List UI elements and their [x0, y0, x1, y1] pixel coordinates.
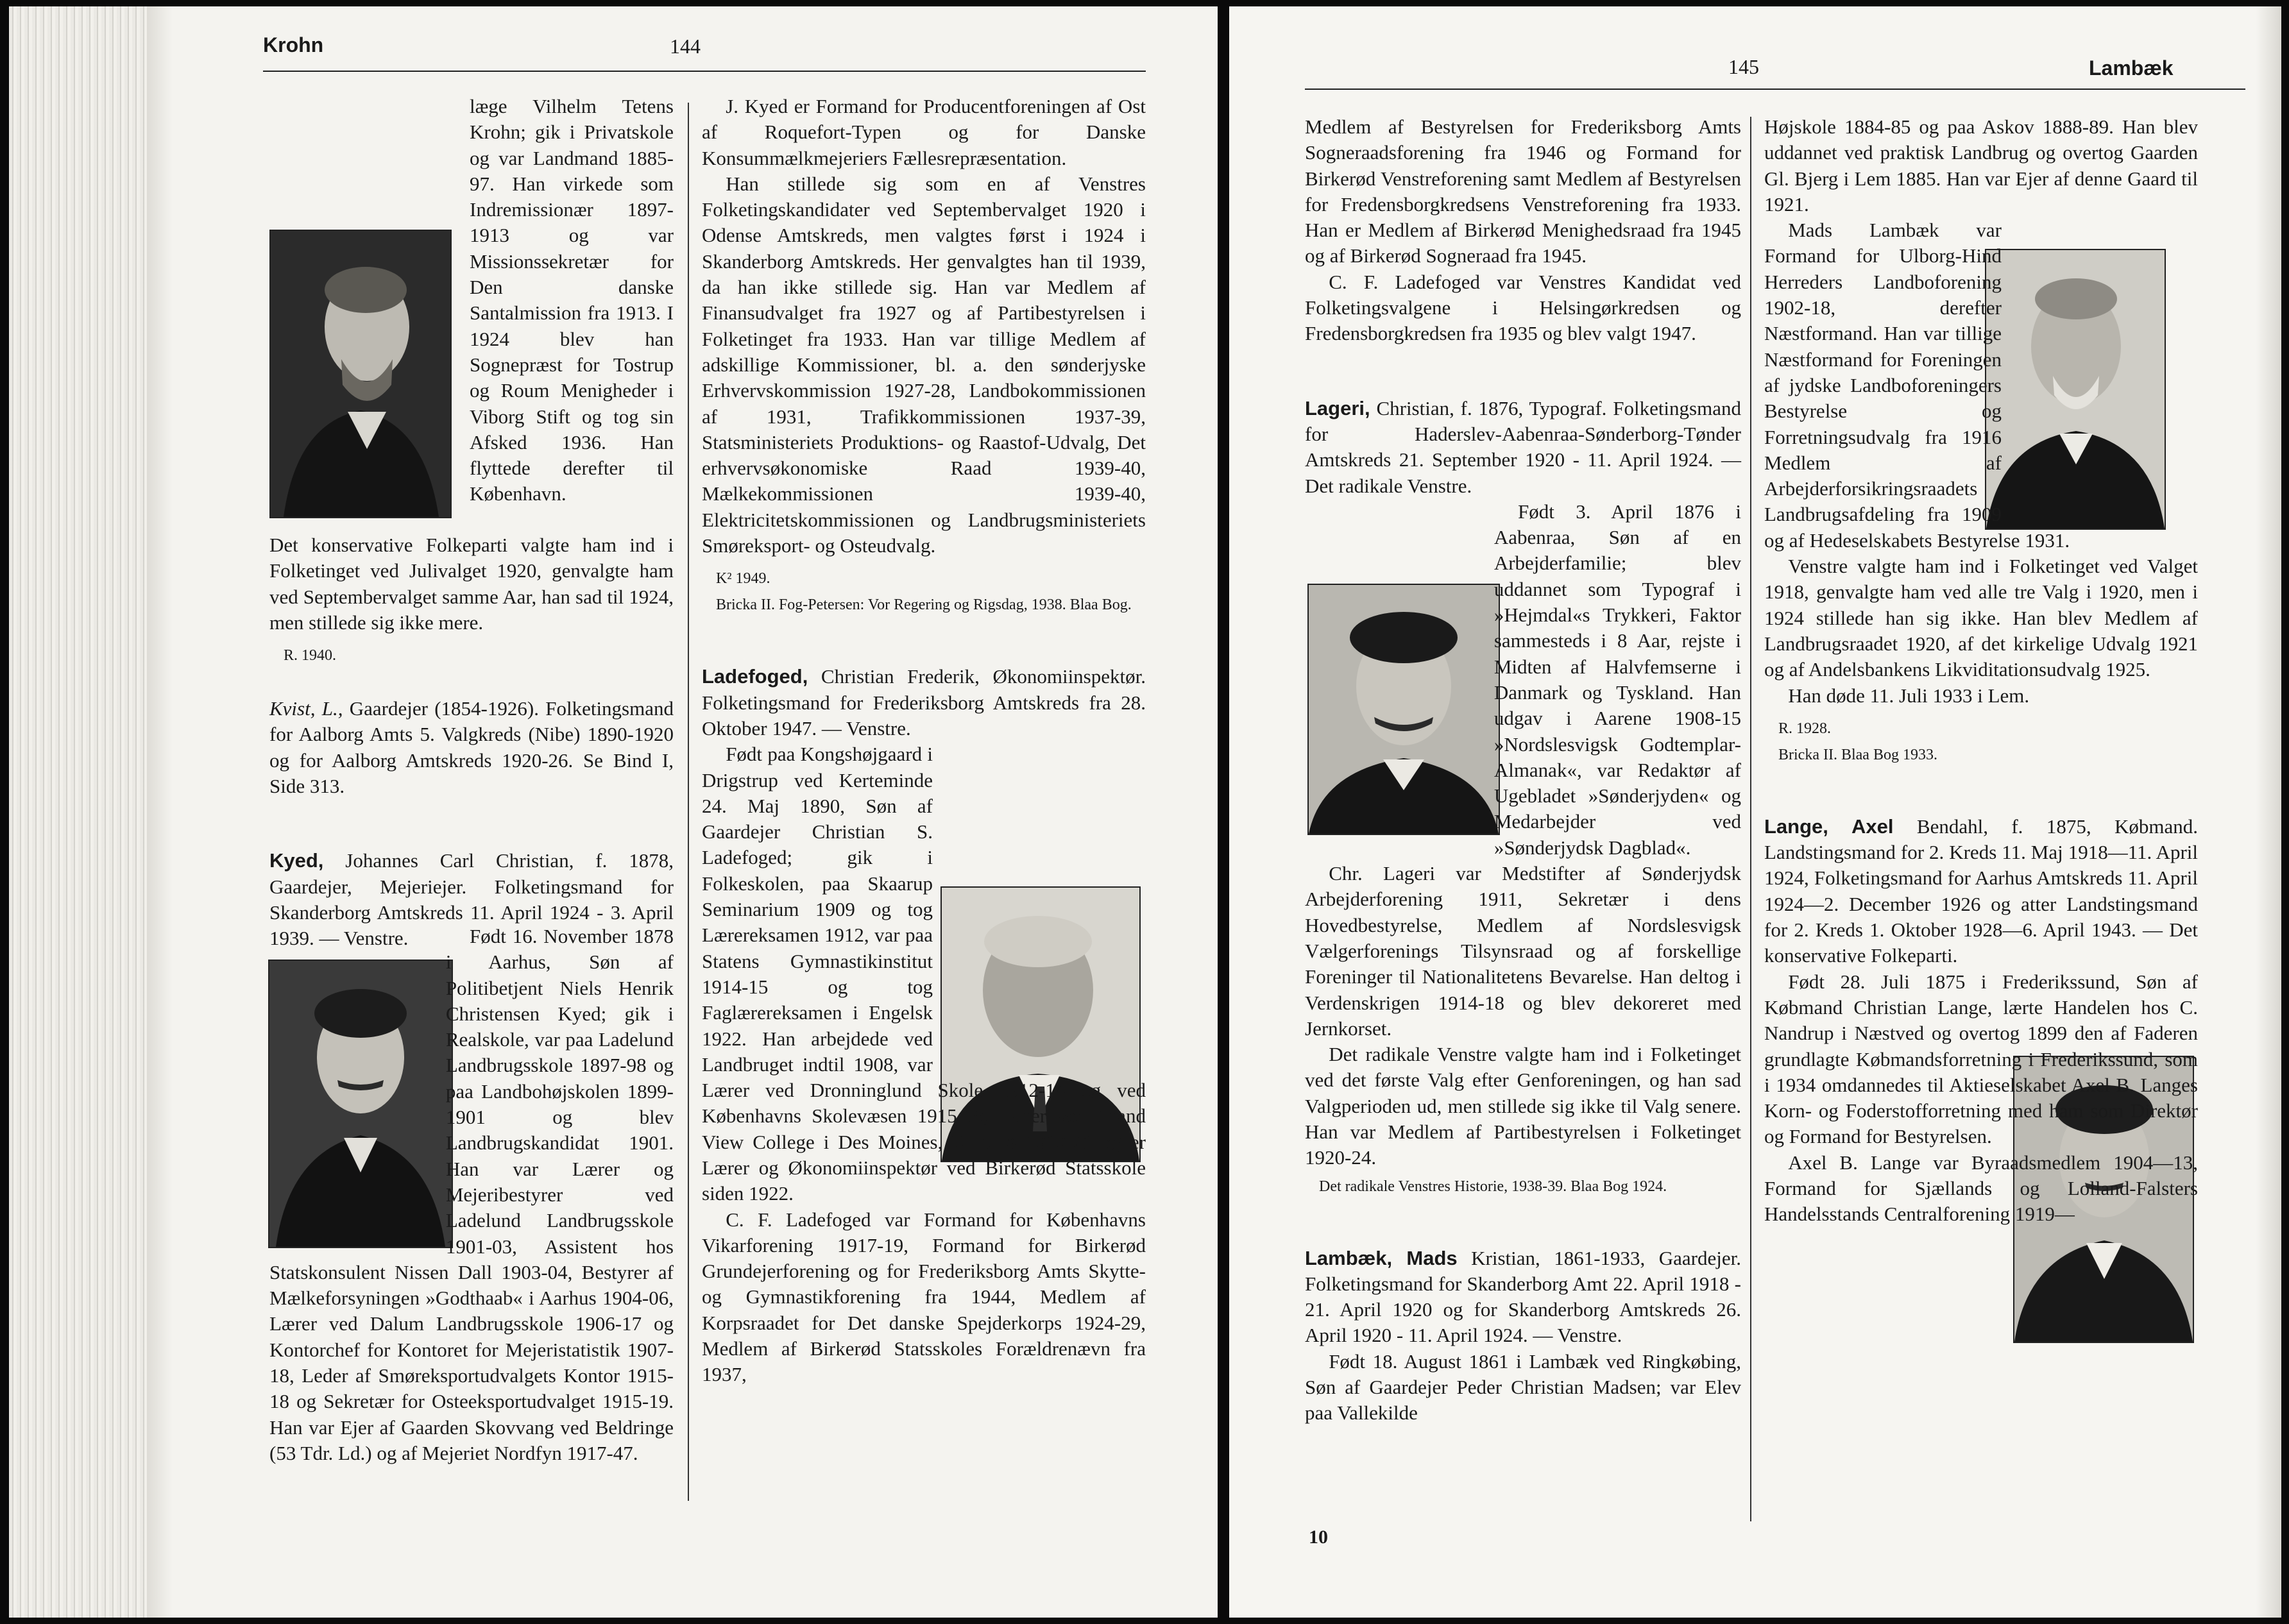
krohn-source: R. 1940.: [284, 647, 337, 664]
kyed-source-1: K² 1949.: [716, 570, 770, 588]
kyed-paragraph-1-text: Født 16. November 1878 i Aarhus, Søn af Politibetjent Niels Henrik Christensen Kyed; gik i Realskole, var paa Ladelund Landbrugsskole 1897-98 og paa Landbohøjskolen 1899-1901 og blev Landbrugskandidat 1901. Han var Lærer og Mejeribestyrer ved Ladelund Landbrugsskole 1901-03, Assistent hos Statskonsulent Nissen Dall 1903-04, Bestyrer af Mælkeforsyningen »Godthaab« i Aarhus 1904-06, Lærer ved Dalum Landbrugsskole 1906-17 og Kontorchef for Kontoret for Mejeristatistik 1907-18, Leder af Smøreksportudvalgets Kontor 1915-18 og Sekretær for Osteeksportudvalget 1915-19. Han var Ejer af Gaarden Skovvang ved Beldringe (53 Tdr. Ld.) og af Mejeriet Nordfyn 1917-47.: [269, 925, 674, 1464]
lambaek-source-1: R. 1928.: [1778, 720, 1832, 737]
lambaek-continuation: Højskole 1884-85 og paa Askov 1888-89. Han blev uddannet ved praktisk Landbrug og overtog Gaarden Gl. Bjerg i Lem 1885. Han var Ejer af denne Gaard til 1921.: [1764, 115, 2198, 216]
lambaek-paragraph-2-text: Mads Lambæk var Formand for Ulborg-Hind Herreders Landboforening 1902-18, derefter Næstformand. Han var tillige Næstformand for Foreningen af jydske Landboforeningers Bestyrelse og Forretningsudvalg fra 1916 Medlem af Arbejderforsikringsraadets Landbrugsafdeling fra 1909 og af Hedeselskabets Bestyrelse 1931.: [1764, 219, 2070, 552]
kyed-head: Johannes Carl Christian, f. 1878, Gaardejer, Mejeriejer. Folketingsmand for Skanderborg Amtskreds 11. April 1924 - 3. April 1939. — Venstre.: [269, 849, 674, 950]
right-column-2: [1764, 114, 2198, 1228]
left-column-2: [702, 94, 1146, 1388]
kyed-paragraph-2: J. Kyed er Formand for Producentforeningen af Ost af Roquefort-Typen og for Danske Konsummælkmejeriers Fællesrepræsentation.: [702, 95, 1146, 169]
entry-lambaek: [1305, 1246, 1741, 1349]
ladefoged-paragraph-1-text: Født paa Kongshøjgaard i Drigstrup ved Kerteminde 24. Maj 1890, Søn af Gaardejer Christian S. Ladefoged; gik i Folkeskolen, paa Skaarup Seminarium 1909 og tog Lærereksamen 1912, var paa Statens Gymnastikinstitut 1914-15 og tog Faglærereksamen i Engelsk 1922. Han arbejdede ved Landbruget indtil 1908, var Lærer ved Dronninglund Skole 1912-14 og ved Københavns Skolevæsen 1915-19, Lærer ved Grand View College i Des Moines, U. S. A 1919-21 og er Lærer og Økonomiinspektør ved Birkerød Statsskole siden 1922.: [702, 743, 1146, 1205]
column-rule: [1750, 117, 1751, 1521]
ladefoged-paragraph-1: [702, 741, 1146, 1206]
header-rule: [1305, 89, 2245, 90]
ladefoged-photo-wrap: [940, 777, 1146, 1066]
kyed-paragraph-1: [269, 924, 674, 1466]
entry-kvist: [269, 696, 674, 799]
page-edge-shadow: [147, 6, 173, 1618]
lange-head: Bendahl, f. 1875, Købmand. Landstingsmand for 2. Kreds 11. Maj 1918—11. April 1924, Folketingsmand for Aarhus Amtskreds 11. April 1924—2. December 1926 og atter Landstingsmand for 2. Kreds 1. Oktober 1928—6. April 1943. — Det konservative Folkeparti.: [1764, 815, 2198, 967]
lageri-paragraph-1: [1305, 499, 1741, 861]
lageri-paragraph-1-text: Født 3. April 1876 i Aabenraa, Søn af en Arbejderfamilie; blev uddannet som Typograf i »Hejmdal«s Trykkeri, Faktor sammesteds i 8 Aar, rejste i Midten af Halvfemserne i Danmark og Tyskland. Han udgav i Aarene 1908-15 »Nordslesvigsk Godtemplar-Almanak«, var Redaktør af Ugebladet »Sønderjyden« og Medarbejder ved »Sønderjydsk Dagblad«.: [1493, 500, 1741, 859]
right-column-1: [1305, 114, 1741, 1426]
krohn-text: læge Vilhelm Tetens Krohn; gik i Privatskole og var Landmand 1885-97. Han virkede som Indremissionær 1897-1913 og var Missionssekretær for Den danske Santalmission fra 1913. I 1924 blev han Sognepræst for Tostrup og Roum Menigheder i Viborg Stift og tog sin Afsked 1936. Han flyttede derefter til København.: [470, 95, 674, 505]
entry-lageri: [1305, 396, 1741, 499]
ladefoged-name: Ladefoged,: [702, 665, 808, 688]
column-rule: [688, 103, 689, 1501]
page-number-left: 144: [670, 35, 701, 58]
kyed-bio-block: [269, 924, 674, 1466]
lambaek-source-2: Bricka II. Blaa Bog 1933.: [1778, 746, 1937, 763]
lageri-paragraph-2: Chr. Lageri var Medstifter af Sønderjydsk Arbejderforening 1911, Sekretær i dens Hovedbestyrelse, Medlem af Nordslesvigsk Vælgerforenings Tilsynsraad og af forskellige Foreninger til Nationalitetens Bevarelse. Han deltog i Verdenskrigen 1914-18 og blev dekoreret med Jernkorset.: [1305, 862, 1741, 1040]
krohn-continuation: [269, 94, 674, 507]
lange-paragraph-1: Født 28. Juli 1875 i Frederikssund, Søn af Købmand Christian Lange, lærte Handelen hos C. Nandrup i Næstved og overtog 1899 den af Faderen grundlagte Købmandsforretning i Frederikssund, som i 1934 omdannedes til Aktieselskabet Axel B. Langes Korn- og Foderstofforretning med ham som Direktør og Formand for Bestyrelsen.: [1764, 970, 2198, 1148]
lange-paragraph-2: Axel B. Lange var Byraadsmedlem 1904—13, Formand for Sjællands og Lolland-Falsters Handelsstands Centralforening 1919—: [1764, 1151, 2198, 1226]
lageri-head: Christian, f. 1876, Typograf. Folketingsmand for Haderslev-Aabenraa-Sønderborg-Tønder Amtskreds 21. September 1920 - 11. April 1924. — Det radikale Venstre.: [1305, 396, 1741, 497]
ladefoged-head: Christian Frederik, Økonomiinspektør. Folketingsmand for Frederiksborg Amtskreds fra 28. Oktober 1947. — Venstre.: [702, 665, 1146, 740]
header-rule: [263, 71, 1146, 72]
ladefoged-paragraph-3: C. F. Ladefoged var Venstres Kandidat ved Folketingsvalgene i Helsingørkredsen og Fredensborgkredsen fra 1935 og blev valgt 1947.: [1305, 270, 1741, 345]
left-column-1-lower: [269, 532, 674, 952]
lageri-paragraph-3: Det radikale Venstre valgte ham ind i Folketinget ved det første Valg efter Genforeningen, og han sad Valgperioden ud, men stillede sig ikke til Valg senere. Han var Medlem af Partibestyrelsen i Folketinget 1920-24.: [1305, 1043, 1741, 1169]
entry-lange: [1764, 814, 2198, 969]
lambaek-name: Lambæk, Mads: [1305, 1246, 1458, 1269]
lambaek-paragraph-3: Venstre valgte ham ind i Folketinget ved Valget 1918, genvalgte ham ved alle tre Valg i 1920, men i 1924 stillede han sig ikke. Han blev Medlem af Landbrugsraadet 1920, af det kirkelige Udvalg 1921 og af Andelsbankens Likviditationsudvalg 1925.: [1764, 555, 2198, 681]
lageri-photo-wrap: [1281, 529, 1485, 836]
lambaek-paragraph-4: Han døde 11. Juli 1933 i Lem.: [1788, 684, 2030, 707]
ladefoged-continuation: Medlem af Bestyrelsen for Frederiksborg Amts Sogneraadsforening fra 1946 og Formand for Birkerød Venstreforening samt Medlem af Bestyrelsen for Fredensborgkredsens Venstreforening fra 1933. Han er Medlem af Birkerød Menighedsraad fra 1945 og af Birkerød Sogneraad fra 1945.: [1305, 115, 1741, 267]
running-head-right: Lambæk: [2089, 56, 2174, 80]
kyed-source-2: Bricka II. Fog-Petersen: Vor Regering og Rigsdag, 1938. Blaa Bog.: [716, 596, 1132, 614]
krohn-photo-wrap: [269, 223, 459, 525]
kvist-name: Kvist, L.,: [269, 697, 343, 720]
kyed-name: Kyed,: [269, 849, 324, 872]
lambaek-paragraph-1: Født 18. August 1861 i Lambæk ved Ringkøbing, Søn af Gaardejer Peder Christian Madsen; var Elev paa Vallekilde: [1305, 1349, 1741, 1425]
kyed-paragraph-3: Han stillede sig som en af Venstres Folketingskandidater ved Septembervalget 1920 i Odense Amtskreds, men valgtes først i 1924 i Skanderborg Amtskreds. Her genvalgtes han til 1939, da han ikke stillede sig. Han var Medlem af Finansudvalget fra 1927 og af Partibestyrelsen i Folketinget fra 1933. Han var tillige Medlem af adskillige Kommissioner, bl. a. den sønderjyske Erhvervskommission 1927-28, Landbokommissionen af 1931, Trafikkommissionen 1937-39, Statsministeriets Produktions- og Raastof-Udvalg, Det erhvervsøkonomiske Raad 1939-40, Mælkekommissionen 1939-40, Elektricitetskommissionen og Landbrugsministeriets Smøreksport- og Osteudvalg.: [702, 172, 1146, 557]
krohn-paragraph-2: Det konservative Folkeparti valgte ham ind i Folketinget ved Julivalget 1920, genvalgte ham ved Septembervalget samme Aar, han sad til 1924, men stillede sig ikke mere.: [269, 534, 674, 634]
kyed-photo-wrap: [246, 954, 436, 1258]
page-gutter-shadow: [2256, 6, 2281, 1618]
left-page: [9, 6, 1218, 1618]
page-edge: [9, 6, 147, 1618]
lageri-source: Det radikale Venstres Historie, 1938-39. Blaa Bog 1924.: [1319, 1178, 1667, 1195]
lageri-name: Lageri,: [1305, 396, 1370, 419]
left-column-1: [269, 94, 674, 525]
ladefoged-paragraph-2: C. F. Ladefoged var Formand for Københavns Vikarforening 1917-19, Formand for Birkerød Grundejerforening og for Frederiksborg Amts Skytte- og Gymnastikforening fra 1944, Medlem af Korpsraadet for Det danske Spejderkorps 1924-29, Medlem af Birkerød Statsskoles Forældrenævn fra 1937,: [702, 1208, 1146, 1386]
running-head-left: Krohn: [263, 33, 324, 56]
page-number-right: 145: [1728, 55, 1759, 78]
lange-name: Lange, Axel: [1764, 815, 1894, 838]
lambaek-paragraph-2: [1764, 217, 2198, 554]
lambaek-head: Kristian, 1861-1933, Gaardejer. Folketingsmand for Skanderborg Amt 22. April 1918 - 21. April 1920 og for Skanderborg Amtskreds 26. April 1920 - 11. April 1924. — Venstre.: [1305, 1246, 1741, 1347]
entry-ladefoged: [702, 664, 1146, 741]
signature-mark: 10: [1309, 1527, 1328, 1548]
lambaek-photo-wrap: [2008, 225, 2198, 515]
kvist-text: Gaardejer (1854-1926). Folketingsmand for Aalborg Amts 5. Valgkreds (Nibe) 1890-1920 og for Aalborg Amtskreds 1920-26. Se Bind I, Side 313.: [269, 697, 674, 798]
right-page: [1229, 6, 2281, 1618]
